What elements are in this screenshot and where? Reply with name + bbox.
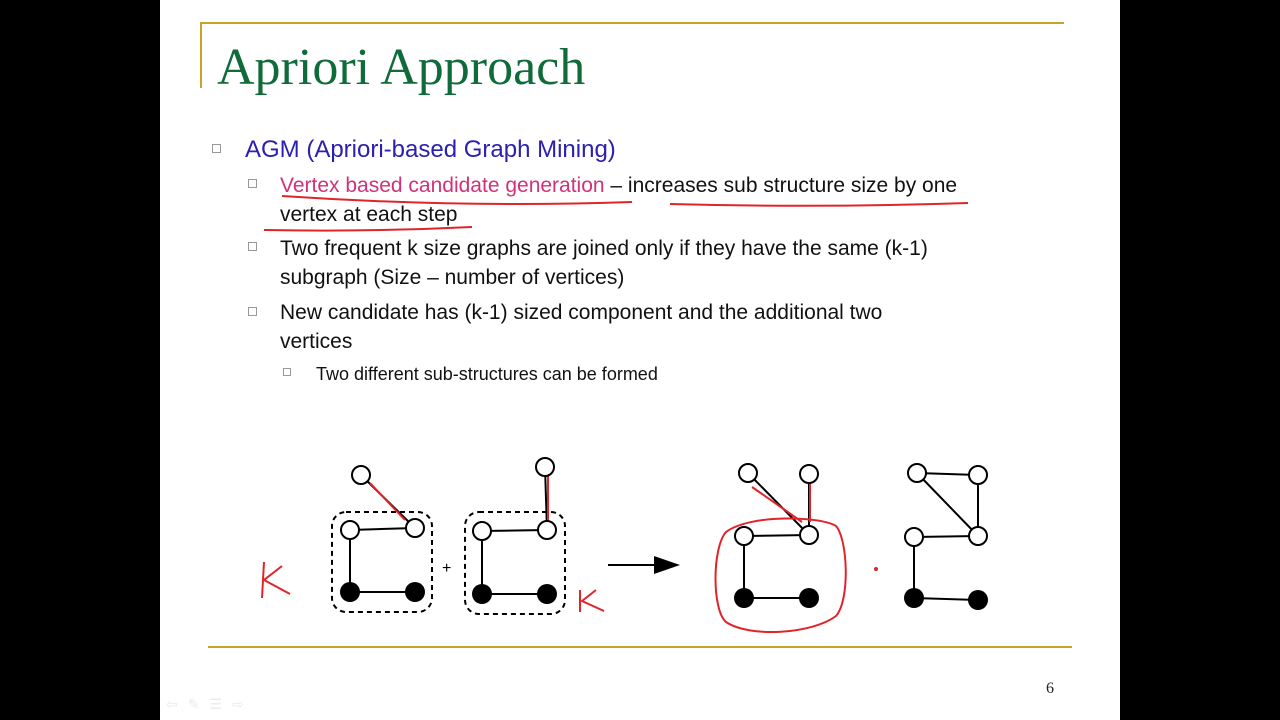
bullet3-line1: New candidate has (k-1) sized component and the additional two xyxy=(280,301,883,324)
slideshow-nav[interactable] xyxy=(166,696,244,713)
next-arrow-icon[interactable]: ⇨ xyxy=(232,696,244,712)
menu-icon[interactable]: ☰ xyxy=(209,696,223,712)
arrow-head-icon xyxy=(654,556,680,574)
graph1-edges xyxy=(350,475,415,592)
level1-text: AGM (Apriori-based Graph Mining) xyxy=(245,136,616,163)
page-number: 6 xyxy=(1046,680,1054,697)
ink-edge xyxy=(752,487,802,522)
bullet2-line2: subgraph (Size – number of vertices) xyxy=(280,266,625,289)
annotation-k-right xyxy=(580,590,604,612)
annotation-k-left xyxy=(262,562,290,598)
bullet1-line2: vertex at each step xyxy=(280,203,458,226)
slide-title: Apriori Approach xyxy=(217,39,586,96)
pen-icon[interactable]: ✎ xyxy=(187,696,200,712)
prev-arrow-icon[interactable]: ⇦ xyxy=(166,696,178,712)
bullet2-line1: Two frequent k size graphs are joined only if they have the same (k-1) xyxy=(280,237,928,260)
ink-underline xyxy=(264,227,472,231)
ink-underline xyxy=(282,196,632,204)
ink-underline xyxy=(670,203,968,206)
slide xyxy=(160,0,1120,720)
bottom-rule xyxy=(208,646,1072,648)
bullet3-line2: vertices xyxy=(280,330,353,353)
sub-bullet-text: Two different sub-structures can be formed xyxy=(316,364,658,384)
bullet1-highlight: Vertex based candidate generation xyxy=(280,174,605,197)
plus-sign: + xyxy=(442,560,452,577)
graph1-nodes xyxy=(340,466,425,602)
graph-join-diagram xyxy=(160,0,1120,720)
ink-dot xyxy=(874,567,878,571)
bullet1-rest: – increases sub structure size by one xyxy=(604,174,958,197)
ink-edge xyxy=(370,483,405,520)
